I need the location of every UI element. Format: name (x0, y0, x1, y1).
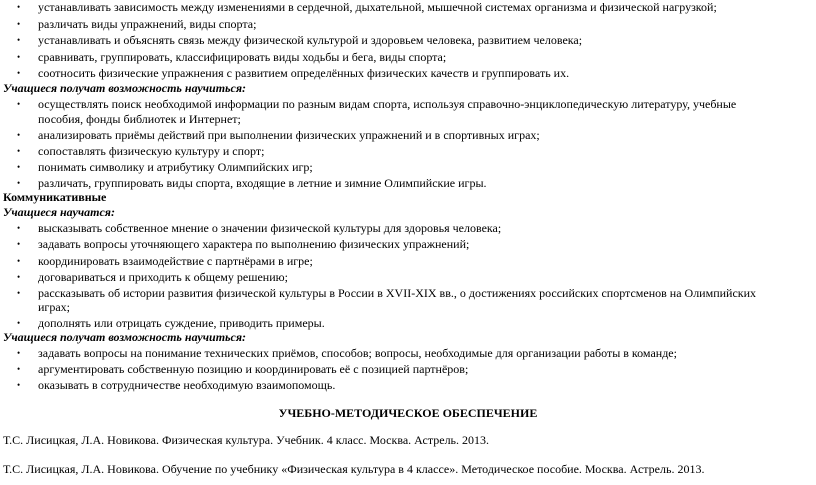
list-item: координировать взаимодействие с партнёрами в игре; (38, 254, 313, 268)
list-item: договариваться и приходить к общему решению; (38, 270, 288, 284)
list-item: сопоставлять физическую культуру и спорт; (38, 144, 265, 158)
list-item: задавать вопросы уточняющего характера по выполнению физических упражнений; (38, 237, 470, 251)
reference-item: Т.С. Лисицкая, Л.А. Новикова. Физическая культура. Учебник. 4 класс. Москва. Астрель. 2013. (3, 433, 490, 447)
bullet-icon: • (17, 162, 21, 172)
bullet-icon: • (17, 146, 21, 156)
section-subheading: Учащиеся научатся: (3, 205, 115, 219)
bullet-icon: • (17, 35, 21, 45)
list-item: задавать вопросы на понимание технических приёмов, способов; вопросы, необходимые для организации работы в команде; (38, 346, 677, 360)
bullet-icon: • (17, 272, 21, 282)
bullet-icon: • (17, 68, 21, 78)
bullet-icon: • (17, 2, 21, 12)
bullet-icon: • (17, 52, 21, 62)
list-item: высказывать собственное мнение о значении физической культуры для здоровья человека; (38, 221, 502, 235)
section-heading: Учащиеся получат возможность научиться: (3, 81, 247, 95)
bullet-icon: • (17, 380, 21, 390)
bullet-icon: • (17, 318, 21, 328)
bullet-icon: • (17, 223, 21, 233)
references-title: УЧЕБНО-МЕТОДИЧЕСКОЕ ОБЕСПЕЧЕНИЕ (278, 406, 538, 420)
section-heading: Учащиеся получат возможность научиться: (3, 330, 247, 344)
list-item: соотносить физические упражнения с развитием определённых физических качеств и группировать их. (38, 66, 570, 80)
list-item: оказывать в сотрудничестве необходимую взаимопомощь. (38, 378, 336, 392)
list-item: аргументировать собственную позицию и координировать её с позицией партнёров; (38, 362, 469, 376)
bullet-icon: • (17, 130, 21, 140)
bullet-icon: • (17, 288, 21, 298)
list-item: анализировать приёмы действий при выполнении физических упражнений и в спортивных играх; (38, 128, 540, 142)
bullet-icon: • (17, 364, 21, 374)
bullet-icon: • (17, 178, 21, 188)
list-item: различать, группировать виды спорта, входящие в летние и зимние Олимпийские игры. (38, 176, 487, 190)
list-item: сравнивать, группировать, классифицировать виды ходьбы и бега, виды спорта; (38, 50, 447, 64)
list-item: устанавливать и объяснять связь между физической культурой и здоровьем человека, развитием человека; (38, 33, 583, 47)
section-heading: Коммуникативные (3, 190, 107, 204)
bullet-icon: • (17, 256, 21, 266)
list-item: дополнять или отрицать суждение, приводить примеры. (38, 316, 325, 330)
list-item: устанавливать зависимость между изменениями в сердечной, дыхательной, мышечной системах организма и физической нагрузкой; (38, 0, 717, 14)
list-item: различать виды упражнений, виды спорта; (38, 17, 257, 31)
list-item: понимать символику и атрибутику Олимпийских игр; (38, 160, 313, 174)
bullet-icon: • (17, 19, 21, 29)
list-item: осуществлять поиск необходимой информации по разным видам спорта, используя справочно-энциклопедическую литературу, учебные (38, 97, 737, 111)
list-item-continuation: играх; (38, 300, 71, 314)
list-item-continuation: пособия, фонды библиотек и Интернет; (38, 112, 241, 126)
list-item: рассказывать об истории развития физической культуры в России в XVII-XIX вв., о достижениях российских спортсменов на Олимпийских (38, 286, 757, 300)
bullet-icon: • (17, 239, 21, 249)
bullet-icon: • (17, 348, 21, 358)
bullet-icon: • (17, 99, 21, 109)
reference-item: Т.С. Лисицкая, Л.А. Новикова. Обучение по учебнику «Физическая культура в 4 классе». Методическое пособие. Москва. Астрель. 2013. (3, 462, 705, 476)
